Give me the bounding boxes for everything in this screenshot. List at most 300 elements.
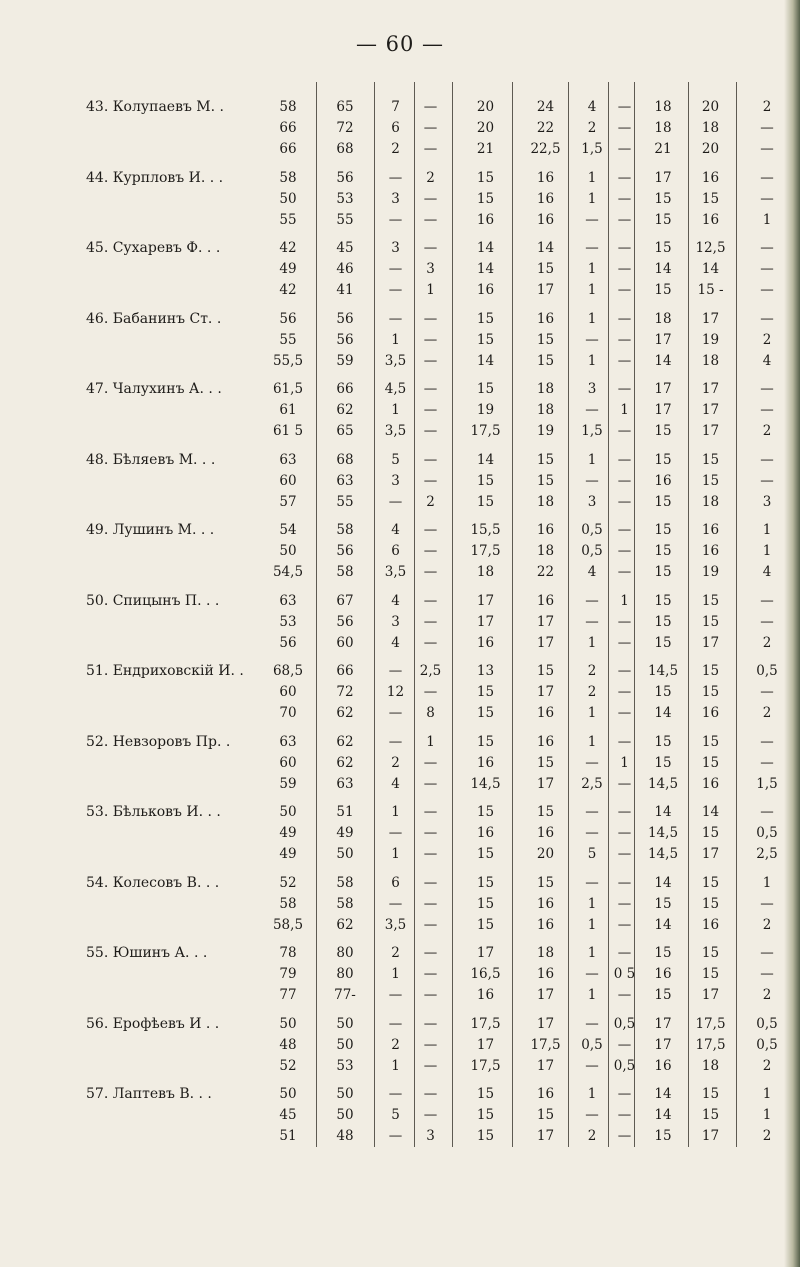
table-row (0, 117, 800, 139)
table-cell: 14 (654, 261, 672, 277)
table-cell: 15 (476, 733, 495, 750)
table-cell: 56 (279, 310, 297, 327)
table-cell: 4 (762, 352, 772, 369)
table-cell: — (423, 543, 438, 559)
table-cell: 51 (336, 804, 354, 820)
table-cell: 1 (391, 846, 400, 862)
table-cell: 3,5 (384, 352, 407, 369)
table-cell: 50 (279, 1015, 297, 1032)
table-cell: 15 (701, 684, 720, 700)
table-cell: 50 (279, 1086, 297, 1102)
table-cell: — (585, 240, 599, 256)
table-cell: 15 (701, 190, 720, 207)
table-cell: 15 (476, 895, 495, 912)
table-cell: 15 (536, 804, 555, 820)
table-cell: 15 (654, 592, 672, 609)
table-cell: 55 (279, 331, 297, 348)
table-cell: 16 (536, 522, 555, 538)
table-cell: — (617, 775, 632, 792)
table-cell: — (760, 282, 774, 298)
person-name: 48. Бѣляевъ М. . . (86, 451, 216, 468)
table-row (0, 519, 800, 541)
table-cell: — (423, 1086, 438, 1102)
table-cell: 15 (654, 634, 672, 651)
table-cell: 18 (536, 402, 555, 418)
table-cell: — (423, 874, 438, 891)
table-cell: — (760, 402, 774, 418)
table-row (0, 308, 800, 330)
table-cell: 17 (701, 987, 720, 1003)
table-row (0, 1034, 800, 1056)
table-cell: 56 (336, 543, 354, 559)
table-cell: — (617, 1086, 632, 1102)
table-cell: — (617, 211, 632, 228)
table-cell: 1 (587, 634, 597, 651)
table-cell: 18 (701, 352, 720, 369)
table-cell: 15 (701, 945, 720, 961)
table-cell: 17 (654, 1036, 672, 1053)
table-row (0, 1083, 800, 1105)
table-cell: 45 (279, 1107, 297, 1123)
table-cell: 1 (762, 543, 772, 559)
table-cell: 2 (762, 331, 772, 348)
table-cell: 53 (279, 613, 297, 630)
table-cell: 17 (536, 1015, 555, 1032)
table-cell: 15 (476, 874, 495, 891)
table-cell: 16 (536, 592, 555, 609)
table-cell: 50 (336, 1086, 354, 1102)
table-cell: 17 (536, 987, 555, 1003)
record-group (0, 449, 800, 515)
table-cell: 63 (336, 472, 354, 489)
table-cell: 15 (701, 733, 720, 750)
record-group (0, 1083, 800, 1149)
table-cell: 13 (476, 663, 495, 679)
table-cell: 3 (426, 261, 435, 277)
table-cell: 1 (587, 1086, 597, 1102)
table-cell: — (388, 895, 403, 912)
table-cell: 19 (536, 423, 555, 439)
table-cell: 2 (762, 99, 772, 115)
record-group (0, 519, 800, 585)
table-cell: — (388, 1015, 403, 1032)
table-cell: 66 (279, 141, 297, 157)
table-cell: 14,5 (470, 775, 501, 792)
table-cell: 0,5 (581, 543, 603, 559)
table-cell: — (423, 564, 438, 580)
record-group (0, 872, 800, 938)
table-cell: 50 (336, 846, 354, 862)
table-cell: — (423, 331, 438, 348)
table-cell: 1,5 (756, 775, 778, 792)
table-cell: 16 (701, 169, 720, 186)
table-cell: 3 (391, 613, 400, 630)
table-cell: 2 (391, 754, 400, 771)
table-cell: — (423, 240, 438, 256)
table-cell: 16 (701, 211, 720, 228)
table-cell: 0,5 (581, 522, 603, 538)
table-cell: 15 (654, 987, 672, 1003)
table-cell: 14 (654, 705, 672, 721)
table-cell: 17,5 (470, 423, 501, 439)
table-cell: 15 (476, 916, 495, 933)
table-cell: 15 (654, 733, 672, 750)
table-cell: 15 (654, 423, 672, 439)
table-cell: 41 (336, 282, 354, 298)
table-cell: 49 (279, 825, 297, 841)
table-cell: 2 (762, 634, 772, 651)
table-cell: — (760, 169, 774, 186)
table-cell: 17 (654, 1015, 672, 1032)
table-cell: 45 (336, 240, 354, 256)
table-cell: 59 (279, 775, 297, 792)
table-cell: — (617, 190, 632, 207)
table-cell: 14,5 (647, 663, 679, 679)
table-cell: — (388, 493, 403, 510)
table-cell: 52 (279, 874, 297, 891)
table-cell: 58 (279, 169, 297, 186)
table-cell: 14 (654, 874, 672, 891)
table-cell: 19 (476, 402, 495, 418)
table-cell: — (760, 120, 774, 136)
table-cell: 56 (279, 634, 297, 651)
table-cell: 17,5 (530, 1036, 561, 1053)
table-cell: 17 (701, 381, 720, 397)
table-cell: 4 (391, 522, 400, 538)
table-row (0, 590, 800, 612)
table-cell: 55 (279, 211, 297, 228)
table-cell: 2 (426, 493, 435, 510)
table-cell: 50 (336, 1107, 354, 1123)
table-cell: 1 (587, 310, 597, 327)
table-cell: 18 (536, 381, 555, 397)
page-number: — 60 — (355, 32, 445, 56)
table-cell: 16 (536, 190, 555, 207)
table-cell: 3 (587, 493, 597, 510)
table-cell: 1 (391, 402, 400, 418)
table-cell: — (617, 564, 632, 580)
table-cell: 56 (336, 169, 354, 186)
table-cell: 0,5 (756, 1015, 778, 1032)
table-cell: 22,5 (530, 141, 561, 157)
table-cell: 61 5 (272, 423, 304, 439)
table-cell: 50 (336, 1015, 354, 1032)
table-cell: 15 (701, 754, 720, 771)
table-cell: 17 (654, 381, 672, 397)
table-cell: — (585, 1057, 599, 1074)
table-cell: 1 (587, 895, 597, 912)
record-group (0, 590, 800, 656)
table-cell: 53 (336, 190, 354, 207)
table-cell: 16 (654, 966, 672, 982)
table-cell: 80 (336, 945, 354, 961)
table-cell: 16 (701, 543, 720, 559)
table-cell: — (617, 493, 632, 510)
table-cell: 16 (536, 825, 555, 841)
table-cell: 15 (654, 613, 672, 630)
table-row (0, 942, 800, 964)
table-cell: — (760, 310, 774, 327)
table-row (0, 329, 800, 351)
person-name: 49. Лушинъ М. . . (86, 522, 215, 538)
table-cell: — (617, 331, 632, 348)
table-cell: 0,5 (756, 1036, 778, 1053)
record-group (0, 660, 800, 726)
table-cell: 17 (536, 775, 555, 792)
table-cell: — (617, 1128, 632, 1144)
table-cell: — (585, 402, 599, 418)
table-row (0, 660, 800, 682)
table-cell: 20 (701, 99, 720, 115)
table-cell: — (760, 966, 774, 982)
table-cell: 1 (762, 211, 772, 228)
table-cell: 16 (701, 916, 720, 933)
table-cell: 79 (279, 966, 297, 982)
table-cell: — (423, 352, 438, 369)
table-row (0, 963, 800, 985)
person-name: 57. Лаптевъ В. . . (86, 1086, 212, 1102)
table-cell: — (585, 211, 599, 228)
table-cell: 15 (476, 331, 495, 348)
table-cell: 17 (701, 846, 720, 862)
table-cell: 58 (336, 895, 354, 912)
table-cell: — (760, 613, 774, 630)
table-cell: 1 (587, 282, 597, 298)
table-cell: — (617, 240, 632, 256)
table-row (0, 449, 800, 471)
table-cell: — (388, 1128, 403, 1144)
table-row (0, 731, 800, 753)
table-cell: 16 (536, 895, 555, 912)
table-cell: 1 (391, 331, 400, 348)
table-cell: 63 (279, 592, 297, 609)
table-cell: — (423, 895, 438, 912)
table-cell: 72 (336, 120, 354, 136)
table-cell: 1 (587, 945, 597, 961)
table-cell: 2 (587, 663, 597, 679)
table-cell: — (617, 282, 632, 298)
table-cell: 16 (536, 310, 555, 327)
table-cell: 2 (762, 1128, 772, 1144)
table-cell: 14 (654, 916, 672, 933)
table-cell: 14,5 (647, 846, 679, 862)
person-name: 51. Ендриховскій И. . (86, 663, 244, 679)
table-cell: — (760, 895, 774, 912)
table-cell: 57 (279, 493, 297, 510)
table-cell: 16 (701, 775, 720, 792)
table-cell: — (760, 684, 774, 700)
table-cell: 1 (620, 754, 629, 771)
table-cell: 5 (391, 1107, 400, 1123)
record-group (0, 731, 800, 797)
table-cell: 21 (476, 141, 495, 157)
table-cell: 1 (587, 733, 597, 750)
table-cell: 2,5 (581, 775, 603, 792)
table-cell: 15 (476, 705, 495, 721)
table-cell: 15 (701, 874, 720, 891)
table-cell: 15 (701, 825, 720, 841)
table-cell: — (585, 472, 599, 489)
table-cell: — (617, 634, 632, 651)
table-cell: — (423, 592, 438, 609)
table-cell: 20 (536, 846, 555, 862)
table-cell: 7 (391, 99, 400, 115)
table-cell: 14 (476, 240, 495, 256)
table-cell: — (388, 733, 403, 750)
table-cell: 58 (279, 895, 297, 912)
table-cell: — (617, 261, 632, 277)
table-row (0, 237, 800, 259)
table-cell: 49 (279, 846, 297, 862)
table-cell: — (423, 120, 438, 136)
table-cell: 15 (476, 472, 495, 489)
table-cell: 22 (536, 120, 555, 136)
table-cell: 2 (587, 684, 597, 700)
table-cell: 55,5 (272, 352, 304, 369)
table-cell: 16 (536, 1086, 555, 1102)
table-cell: — (388, 705, 403, 721)
table-cell: 16 (701, 705, 720, 721)
table-cell: 1 (391, 1057, 400, 1074)
table-cell: 17 (476, 945, 495, 961)
table-cell: 15 (654, 684, 672, 700)
table-cell: 15 (476, 310, 495, 327)
table-cell: — (423, 613, 438, 630)
table-cell: — (617, 874, 632, 891)
table-cell: 16 (476, 825, 495, 841)
table-cell: 65 (336, 423, 354, 439)
table-cell: — (423, 846, 438, 862)
table-cell: 0 5 (613, 966, 636, 982)
table-cell: 15 (701, 1107, 720, 1123)
table-cell: — (617, 846, 632, 862)
table-cell: — (388, 663, 403, 679)
page-edge-shadow (784, 0, 800, 1267)
table-cell: — (585, 804, 599, 820)
table-cell: — (423, 522, 438, 538)
table-cell: — (388, 310, 403, 327)
table-cell: 4 (391, 634, 400, 651)
table-cell: — (617, 120, 632, 136)
table-row (0, 773, 800, 795)
table-row (0, 279, 800, 301)
table-cell: 3 (391, 190, 400, 207)
table-cell: 42 (279, 240, 297, 256)
table-row (0, 258, 800, 280)
table-cell: 14 (476, 451, 495, 468)
table-cell: 16 (654, 1057, 672, 1074)
table-row (0, 822, 800, 844)
table-cell: 14 (536, 240, 555, 256)
table-row (0, 984, 800, 1006)
table-cell: 54 (279, 522, 297, 538)
table-cell: 62 (336, 733, 354, 750)
table-cell: 1 (762, 1086, 772, 1102)
table-cell: — (388, 825, 403, 841)
table-cell: 3 (426, 1128, 435, 1144)
table-cell: — (585, 754, 599, 771)
table-cell: — (388, 169, 403, 186)
table-cell: 67 (336, 592, 354, 609)
table-cell: 58 (279, 99, 297, 115)
table-cell: 14 (701, 804, 720, 820)
table-cell: 12 (386, 684, 405, 700)
table-cell: 62 (336, 916, 354, 933)
table-row (0, 843, 800, 865)
table-cell: — (617, 451, 632, 468)
table-cell: — (423, 423, 438, 439)
table-cell: 20 (701, 141, 720, 157)
table-cell: — (617, 733, 632, 750)
table-cell: — (617, 916, 632, 933)
table-cell: 16 (536, 211, 555, 228)
table-cell: 17 (701, 310, 720, 327)
record-group (0, 96, 800, 162)
table-cell: 15 (701, 592, 720, 609)
table-cell: 68 (336, 451, 354, 468)
table-cell: 0,5 (756, 825, 778, 841)
table-cell: — (423, 634, 438, 651)
table-cell: 77- (334, 987, 356, 1003)
table-cell: 1 (587, 705, 597, 721)
table-cell: 1 (587, 352, 597, 369)
table-cell: — (617, 945, 632, 961)
table-cell: — (617, 522, 632, 538)
table-cell: — (617, 169, 632, 186)
table-cell: — (423, 1036, 438, 1053)
table-cell: 48 (279, 1036, 297, 1053)
table-row (0, 681, 800, 703)
table-cell: 15 (701, 472, 720, 489)
table-cell: 1 (426, 733, 435, 750)
table-cell: 0,5 (756, 663, 778, 679)
table-cell: — (423, 945, 438, 961)
table-cell: 15 (536, 331, 555, 348)
table-cell: 18 (476, 564, 495, 580)
person-name: 46. Бабанинъ Ст. . (86, 310, 222, 327)
person-name: 54. Колесовъ В. . . (86, 874, 220, 891)
table-cell: 1 (620, 592, 629, 609)
table-cell: 19 (701, 564, 720, 580)
table-cell: — (760, 754, 774, 771)
table-cell: 15,5 (470, 522, 501, 538)
table-cell: 0,5 (613, 1015, 636, 1032)
table-cell: 15 (536, 663, 555, 679)
table-cell: — (760, 451, 774, 468)
table-cell: — (617, 1036, 632, 1053)
table-cell: 14 (654, 804, 672, 820)
table-row (0, 702, 800, 724)
table-cell: 1,5 (581, 141, 603, 157)
table-cell: 17,5 (695, 1015, 726, 1032)
table-cell: — (388, 1086, 403, 1102)
table-cell: 15 (701, 895, 720, 912)
table-cell: 18 (701, 120, 720, 136)
table-cell: 56 (336, 331, 354, 348)
table-cell: 15 (536, 451, 555, 468)
table-cell: 46 (336, 261, 354, 277)
table-cell: 17,5 (470, 1015, 501, 1032)
table-row (0, 167, 800, 189)
table-cell: 17 (701, 634, 720, 651)
table-cell: 15 (476, 1128, 495, 1144)
table-cell: 1 (391, 966, 400, 982)
table-cell: 63 (279, 451, 297, 468)
table-cell: 4,5 (384, 381, 407, 397)
table-cell: 15 (476, 1107, 495, 1123)
table-cell: — (423, 987, 438, 1003)
table-cell: 62 (336, 754, 354, 771)
